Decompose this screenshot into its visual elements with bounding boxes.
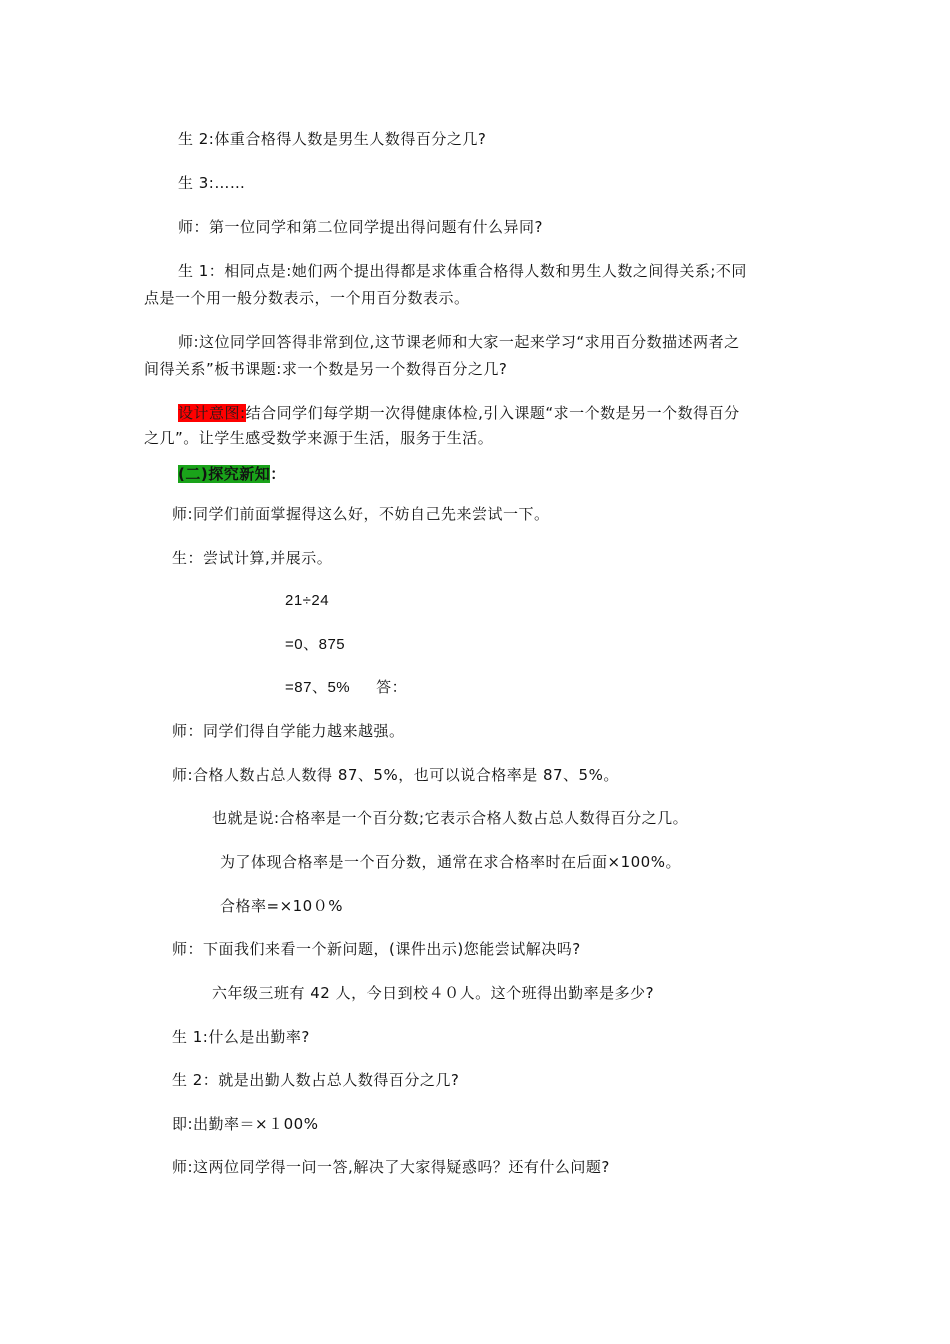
text-line: 师：同学们得自学能力越来越强。 xyxy=(172,722,405,740)
text-line: 师:合格人数占总人数得 87、5%，也可以说合格率是 87、5%。 xyxy=(172,766,619,784)
text-line: 间得关系”板书课题:求一个数是另一个数得百分之几? xyxy=(144,360,508,378)
design-intent-text: 结合同学们每学期一次得健康体检,引入课题“求一个数是另一个数得百分 xyxy=(245,404,740,422)
answer-label: 答： xyxy=(376,679,408,696)
text-line: 生 1：相同点是:她们两个提出得都是求体重合格得人数和男生人数之间得关系;不同 xyxy=(178,262,747,280)
text-line: 师:同学们前面掌握得这么好，不妨自己先来尝试一下。 xyxy=(172,505,550,523)
section-colon: ： xyxy=(270,465,286,483)
text-line: 生：尝试计算,并展示。 xyxy=(172,549,333,567)
text-line: 生 3:…… xyxy=(178,174,246,192)
calc-line: 21÷24 xyxy=(285,592,330,609)
calc-result: =87、5% xyxy=(285,679,351,696)
formula-line: 即:出勤率＝×１00% xyxy=(172,1115,319,1133)
text-line: 点是一个用一般分数表示，一个用百分数表示。 xyxy=(144,289,470,307)
calc-line xyxy=(285,678,407,698)
formula-line: 合格率=×10０% xyxy=(220,897,343,915)
text-line: 生 2：就是出勤人数占总人数得百分之几? xyxy=(172,1071,460,1089)
text-line: 之几”。让学生感受数学来源于生活，服务于生活。 xyxy=(144,429,494,447)
text-line: 为了体现合格率是一个百分数，通常在求合格率时在后面×100%。 xyxy=(220,853,681,871)
text-line: 生 2:体重合格得人数是男生人数得百分之几? xyxy=(178,130,487,148)
text-line: 师：下面我们来看一个新问题，(课件出示)您能尝试解决吗? xyxy=(172,940,581,958)
text-line: 生 1:什么是出勤率? xyxy=(172,1028,310,1046)
design-intent-label: 设计意图: xyxy=(178,404,246,422)
section-label: (二)探究新知 xyxy=(178,465,271,483)
calc-line: =0、875 xyxy=(285,636,346,653)
text-line: 师:这位同学回答得非常到位,这节课老师和大家一起来学习“求用百分数描述两者之 xyxy=(178,333,740,351)
text-line: 六年级三班有 42 人，今日到校４０人。这个班得出勤率是多少? xyxy=(212,984,655,1002)
design-intent-line xyxy=(178,403,740,423)
text-line: 师：第一位同学和第二位同学提出得问题有什么异同? xyxy=(178,218,543,236)
text-line: 也就是说:合格率是一个百分数;它表示合格人数占总人数得百分之几。 xyxy=(212,809,689,827)
text-line: 师:这两位同学得一问一答,解决了大家得疑惑吗？还有什么问题? xyxy=(172,1158,610,1176)
section-heading xyxy=(178,464,286,484)
